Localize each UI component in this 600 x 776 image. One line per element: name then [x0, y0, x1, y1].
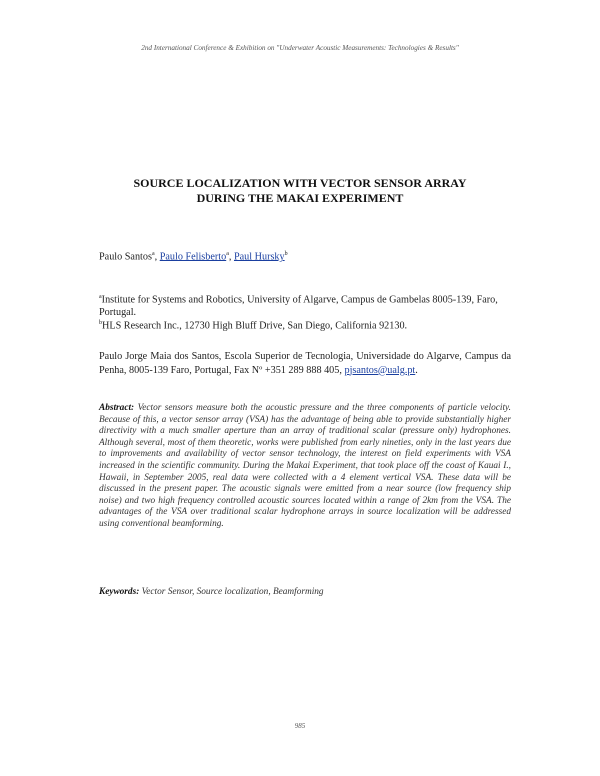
keywords-text: Vector Sensor, Source localization, Beamforming: [141, 587, 324, 597]
contact-text: Paulo Jorge Maia dos Santos, Escola Superior de Tecnologia, Universidade do Algarve, Campus da Penha, 8005-139 Faro, Portugal, Fax Nº +351 289 888 405,: [99, 351, 511, 376]
abstract-label: Abstract:: [99, 403, 135, 413]
author-affil-mark: a: [226, 251, 229, 257]
affiliation-mark: b: [99, 320, 102, 326]
email-link[interactable]: pjsantos@ualg.pt: [344, 364, 416, 376]
affiliation-b: [99, 317, 509, 332]
author-affil-mark: a: [151, 251, 155, 257]
page-number: 985: [294, 722, 306, 730]
contact-end: .: [415, 364, 418, 376]
affiliation-text: Institute for Systems and Robotics, University of Algarve, Campus de Gambelas 8005-139, Faro, Portugal.: [99, 294, 498, 319]
running-header: 2nd International Conference & Exhibition on "Underwater Acoustic Measurements: Technologies & Results": [141, 44, 459, 52]
title-line-1: SOURCE LOCALIZATION WITH VECTOR SENSOR ARRAY: [133, 176, 467, 190]
author-list: Paulo Santos$^a$, Paulo Felisberto$^a$, Paul Hursky$^b$: [99, 251, 288, 263]
author-name: Paulo Santos: [99, 251, 152, 263]
affiliation-mark: a: [99, 294, 102, 300]
title-line-2: DURING THE MAKAI EXPERIMENT: [196, 191, 404, 205]
abstract-text: Vector sensors measure both the acoustic pressure and the three components of particle velocity. Because of this, a vector sensor array (VSA) has the advantage of being able to provide substantially higher directivity with a much smaller aperture than an array of traditional scalar (pressure only) hydrophones. Although several, most of them theoretic, works were published from early nineties, only in the last years due to improvements and availability of vector sensor technology, the interest on field experiments with VSA increased in the scientific community. During the Makai Experiment, that took place off the coast of Kauai I., Hawaii, in September 2005, real data were collected with a 4 element vertical VSA. These data will be discussed in the present paper. The acoustic signals were emitted from a near source (low frequency ship noise) and two high frequency controlled acoustic sources located within a range of 2km from the VSA. The advantages of the VSA over traditional scalar hydrophone arrays in source localization will be addressed using conventional beamforming.: [99, 403, 511, 529]
corresponding-author: [99, 350, 511, 377]
keywords: [99, 587, 324, 597]
paper-title: [60, 176, 540, 206]
abstract: [99, 403, 511, 531]
author-link[interactable]: Paul Hursky: [233, 251, 285, 263]
author-affil-mark: b: [284, 251, 288, 257]
affiliation-a: [99, 291, 509, 319]
affiliation-text: HLS Research Inc., 12730 High Bluff Drive, San Diego, California 92130.: [102, 320, 408, 332]
keywords-label: Keywords:: [99, 587, 140, 597]
author-link[interactable]: Paulo Felisberto: [159, 251, 227, 263]
